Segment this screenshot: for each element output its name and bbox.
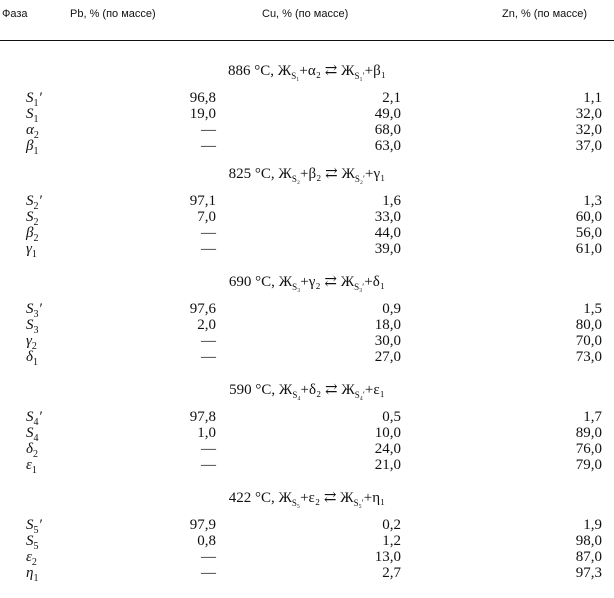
zn-value: 73,0 bbox=[575, 349, 602, 365]
cu-value: 33,0 bbox=[374, 209, 401, 225]
eq-plus: + bbox=[300, 274, 309, 290]
pb-value: 97,9 bbox=[189, 517, 216, 533]
phase-symbol: $\alpha_2$ bbox=[26, 122, 39, 141]
zn-value: 60,0 bbox=[575, 209, 602, 225]
phase-symbol: $S_1$ bbox=[26, 106, 39, 125]
table-row bbox=[0, 138, 614, 157]
table-row bbox=[0, 533, 614, 552]
phase-subscript: 1 bbox=[33, 114, 39, 125]
reaction-equation bbox=[0, 165, 614, 188]
phase-subscript: 2 bbox=[31, 341, 37, 352]
table-row bbox=[0, 425, 614, 444]
cu-value: 27,0 bbox=[374, 349, 401, 365]
cu-value: 10,0 bbox=[374, 425, 401, 441]
phase-symbol: $\delta_2$ bbox=[26, 441, 38, 460]
eq-liquid: Ж bbox=[341, 63, 355, 79]
phase-subscript: 2 bbox=[33, 130, 39, 141]
eq-rhs-sub: S₃′ bbox=[354, 282, 365, 292]
phase-prime: ′ bbox=[39, 517, 43, 533]
zn-value: 1,7 bbox=[583, 409, 602, 425]
pb-value: 97,6 bbox=[189, 301, 216, 317]
cu-value: 0,5 bbox=[382, 409, 401, 425]
pb-value: — bbox=[201, 565, 216, 581]
pb-value: — bbox=[201, 549, 216, 565]
cu-value: 1,2 bbox=[382, 533, 401, 549]
phase-subscript: 1 bbox=[33, 573, 39, 584]
phase-symbol: $S_2$ bbox=[26, 209, 39, 228]
phase-symbol: $S_4$ bbox=[26, 425, 39, 444]
zn-value: 97,3 bbox=[575, 565, 602, 581]
reaction-equation bbox=[0, 62, 614, 85]
table-row bbox=[0, 193, 614, 212]
header-phase: Фаза bbox=[2, 8, 28, 20]
phase-symbol: $\beta_2$ bbox=[26, 225, 39, 244]
table-row bbox=[0, 565, 614, 584]
eq-b: δ₁ bbox=[372, 274, 386, 290]
eq-lhs-sub: S₄ bbox=[292, 390, 301, 400]
table-row bbox=[0, 517, 614, 536]
reaction-equation bbox=[0, 381, 614, 404]
reaction-equation bbox=[0, 273, 614, 296]
table-row bbox=[0, 441, 614, 460]
eq-plus: + bbox=[300, 382, 309, 398]
zn-value: 76,0 bbox=[575, 441, 602, 457]
header-zn: Zn, % (по массе) bbox=[502, 8, 588, 20]
eq-liquid: Ж bbox=[340, 490, 354, 506]
eq-liquid: Ж bbox=[341, 166, 355, 182]
phase-subscript: 2 bbox=[32, 449, 38, 460]
pb-value: 7,0 bbox=[197, 209, 216, 225]
eq-lhs-sub: S₅ bbox=[291, 498, 301, 508]
phase-subscript: 3 bbox=[33, 309, 39, 320]
phase-subscript: 1 bbox=[33, 98, 39, 109]
zn-value: 89,0 bbox=[575, 425, 602, 441]
table-row bbox=[0, 301, 614, 320]
pb-value: 1,0 bbox=[197, 425, 216, 441]
table-row bbox=[0, 409, 614, 428]
phase-symbol: $S_3'$ bbox=[26, 301, 43, 320]
eq-rhs-sub: S₂′ bbox=[354, 174, 366, 184]
pb-value: — bbox=[201, 333, 216, 349]
pb-value: — bbox=[201, 138, 216, 154]
eq-liquid: Ж bbox=[278, 274, 293, 290]
cu-value: 2,7 bbox=[382, 565, 401, 581]
table-row bbox=[0, 122, 614, 141]
phase-symbol: $\beta_1$ bbox=[26, 138, 39, 157]
phase-subscript: 1 bbox=[33, 146, 39, 157]
pb-value: 0,8 bbox=[197, 533, 216, 549]
zn-value: 32,0 bbox=[575, 106, 602, 122]
eq-liquid: Ж bbox=[277, 63, 292, 79]
reaction-equation bbox=[0, 489, 614, 512]
eq-plus: + bbox=[300, 166, 309, 182]
cu-value: 1,6 bbox=[382, 193, 401, 209]
zn-value: 70,0 bbox=[575, 333, 602, 349]
table-row bbox=[0, 457, 614, 476]
pb-value: 2,0 bbox=[197, 317, 216, 333]
phase-subscript: 2 bbox=[33, 201, 39, 212]
pb-value: — bbox=[201, 225, 216, 241]
eq-a: δ₂ bbox=[308, 382, 325, 398]
zn-value: 87,0 bbox=[575, 549, 602, 565]
header-pb: Pb, % (по массе) bbox=[70, 8, 156, 20]
eq-liquid: Ж bbox=[278, 382, 293, 398]
phase-symbol: $S_5$ bbox=[26, 533, 39, 552]
zn-value: 1,5 bbox=[583, 301, 602, 317]
eq-a: γ₂ bbox=[308, 274, 325, 290]
eq-liquid: Ж bbox=[278, 490, 292, 506]
eq-temp: 422 °C, bbox=[228, 490, 279, 506]
pb-value: 97,1 bbox=[189, 193, 216, 209]
zn-value: 32,0 bbox=[575, 122, 602, 138]
eq-plus: + bbox=[364, 63, 374, 79]
cu-value: 63,0 bbox=[374, 138, 401, 154]
pb-value: — bbox=[201, 441, 216, 457]
eq-a: β₂ bbox=[308, 166, 326, 182]
eq-plus: + bbox=[365, 166, 374, 182]
eq-plus: + bbox=[363, 490, 373, 506]
eq-plus: + bbox=[364, 382, 374, 398]
phase-subscript: 1 bbox=[31, 465, 37, 476]
table-row bbox=[0, 317, 614, 336]
phase-subscript: 2 bbox=[33, 233, 39, 244]
eq-temp: 690 °C, bbox=[228, 274, 279, 290]
phase-prime: ′ bbox=[39, 193, 43, 209]
eq-arrow: ⇄ bbox=[324, 274, 341, 290]
eq-b: β₁ bbox=[373, 63, 386, 79]
phase-symbol: $\varepsilon_2$ bbox=[26, 549, 37, 568]
cu-value: 21,0 bbox=[374, 457, 401, 473]
eq-a: ε₂ bbox=[308, 490, 324, 506]
eq-b: η₁ bbox=[372, 490, 386, 506]
phase-subscript: 1 bbox=[32, 357, 38, 368]
phase-subscript: 1 bbox=[31, 249, 37, 260]
phase-subscript: 2 bbox=[31, 557, 37, 568]
table-row bbox=[0, 241, 614, 260]
table-row bbox=[0, 225, 614, 244]
pb-value: 19,0 bbox=[189, 106, 216, 122]
eq-plus: + bbox=[364, 274, 373, 290]
zn-value: 98,0 bbox=[575, 533, 602, 549]
cu-value: 0,9 bbox=[382, 301, 401, 317]
eq-lhs-sub: S₁ bbox=[291, 71, 300, 81]
eq-arrow: ⇄ bbox=[325, 166, 342, 182]
phase-symbol: $S_2'$ bbox=[26, 193, 43, 212]
cu-value: 68,0 bbox=[374, 122, 401, 138]
eq-temp: 590 °C, bbox=[229, 382, 279, 398]
phase-subscript: 4 bbox=[33, 417, 39, 428]
phase-subscript: 3 bbox=[33, 325, 39, 336]
eq-arrow: ⇄ bbox=[325, 382, 342, 398]
pb-value: 96,8 bbox=[189, 90, 216, 106]
eq-temp: 886 °C, bbox=[228, 63, 278, 79]
cu-value: 2,1 bbox=[382, 90, 401, 106]
phase-symbol: $\eta_1$ bbox=[26, 565, 39, 584]
phase-symbol: $\delta_1$ bbox=[26, 349, 38, 368]
phase-subscript: 2 bbox=[33, 217, 39, 228]
table-row bbox=[0, 209, 614, 228]
eq-rhs-sub: S₄′ bbox=[354, 390, 365, 400]
table-row bbox=[0, 333, 614, 352]
eq-b: ε₁ bbox=[373, 382, 385, 398]
pb-value: 97,8 bbox=[189, 409, 216, 425]
eq-liquid: Ж bbox=[340, 274, 355, 290]
cu-value: 24,0 bbox=[374, 441, 401, 457]
zn-value: 1,9 bbox=[583, 517, 602, 533]
eq-arrow: ⇄ bbox=[323, 490, 341, 506]
eq-liquid: Ж bbox=[278, 166, 292, 182]
pb-value: — bbox=[201, 349, 216, 365]
phase-symbol: $\gamma_1$ bbox=[26, 241, 37, 260]
cu-value: 0,2 bbox=[382, 517, 401, 533]
eq-a: α₂ bbox=[307, 63, 325, 79]
eq-lhs-sub: S₃ bbox=[292, 282, 301, 292]
phase-symbol: $S_3$ bbox=[26, 317, 39, 336]
phase-symbol: $S_5'$ bbox=[26, 517, 43, 536]
phase-symbol: $S_1'$ bbox=[26, 90, 43, 109]
table-row bbox=[0, 349, 614, 368]
phase-prime: ′ bbox=[39, 409, 43, 425]
eq-b: γ₁ bbox=[373, 166, 386, 182]
table-row bbox=[0, 549, 614, 568]
eq-plus: + bbox=[299, 63, 308, 79]
phase-symbol: $S_4'$ bbox=[26, 409, 43, 428]
cu-value: 18,0 bbox=[374, 317, 401, 333]
zn-value: 80,0 bbox=[575, 317, 602, 333]
zn-value: 1,1 bbox=[583, 90, 602, 106]
table-row bbox=[0, 90, 614, 109]
eq-temp: 825 °C, bbox=[228, 166, 279, 182]
phase-symbol: $\varepsilon_1$ bbox=[26, 457, 37, 476]
phase-symbol: $\gamma_2$ bbox=[26, 333, 37, 352]
eq-arrow: ⇄ bbox=[324, 63, 342, 79]
cu-value: 39,0 bbox=[374, 241, 401, 257]
zn-value: 37,0 bbox=[575, 138, 602, 154]
phase-prime: ′ bbox=[39, 301, 43, 317]
eq-liquid: Ж bbox=[341, 382, 355, 398]
zn-value: 56,0 bbox=[575, 225, 602, 241]
cu-value: 13,0 bbox=[374, 549, 401, 565]
phase-subscript: 4 bbox=[33, 433, 39, 444]
pb-value: — bbox=[201, 457, 216, 473]
phase-subscript: 5 bbox=[33, 541, 39, 552]
cu-value: 49,0 bbox=[374, 106, 401, 122]
eq-lhs-sub: S₂ bbox=[291, 174, 301, 184]
cu-value: 44,0 bbox=[374, 225, 401, 241]
eq-plus: + bbox=[300, 490, 309, 506]
header-cu: Cu, % (по массе) bbox=[262, 8, 349, 20]
eq-rhs-sub: S₁′ bbox=[354, 71, 365, 81]
zn-value: 61,0 bbox=[575, 241, 602, 257]
pb-value: — bbox=[201, 241, 216, 257]
table-row bbox=[0, 106, 614, 125]
zn-value: 1,3 bbox=[583, 193, 602, 209]
phase-prime: ′ bbox=[39, 90, 43, 106]
pb-value: — bbox=[201, 122, 216, 138]
cu-value: 30,0 bbox=[374, 333, 401, 349]
eq-rhs-sub: S₅′ bbox=[353, 498, 364, 508]
zn-value: 79,0 bbox=[575, 457, 602, 473]
phase-subscript: 5 bbox=[33, 525, 39, 536]
